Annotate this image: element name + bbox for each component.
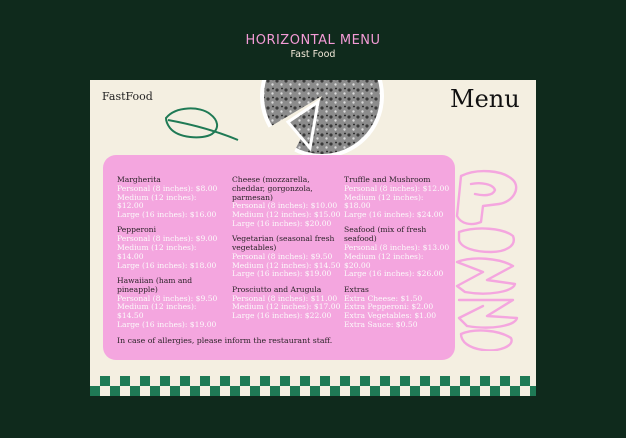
menu-item	[232, 235, 342, 279]
menu-item-price: Extra Sauce: $0.50	[344, 319, 418, 329]
menu-item-price: Extra Vegetables: $1.00	[344, 311, 437, 321]
menu-item-price: Medium (12 inches): $17.00	[232, 302, 341, 312]
menu-item-price: Extra Cheese: $1.50	[344, 293, 423, 303]
page-subtitle: Fast Food	[290, 49, 336, 60]
menu-item	[117, 226, 225, 270]
leaf-doodle-icon	[162, 104, 242, 144]
menu-item	[344, 286, 452, 330]
menu-item-price: Large (16 inches): $19.00	[117, 319, 217, 329]
menu-column-2	[232, 176, 342, 327]
menu-item-price: Medium (12 inches): $20.00	[344, 251, 424, 270]
page-title: HORIZONTAL MENU	[245, 33, 381, 48]
menu-item-price: Medium (12 inches): $14.50	[232, 260, 341, 270]
menu-item-price: Extra Pepperoni: $2.00	[344, 302, 434, 312]
menu-item-price: Personal (8 inches): $12.00	[344, 183, 450, 193]
menu-item-price: Personal (8 inches): $11.00	[232, 293, 338, 303]
menu-item-price: Large (16 inches): $16.00	[117, 210, 217, 220]
menu-item-price: Medium (12 inches): $15.00	[232, 210, 341, 220]
menu-item-price: Medium (12 inches): $18.00	[344, 192, 424, 211]
menu-item-price: Personal (8 inches): $9.00	[117, 234, 218, 244]
menu-item-name: Truffle and Mushroom	[344, 175, 431, 184]
menu-column-3	[344, 176, 452, 336]
menu-item-price: Medium (12 inches): $14.00	[117, 243, 197, 261]
brand-name: FastFood	[102, 90, 153, 103]
menu-column-1	[117, 176, 225, 336]
menu-item	[232, 286, 342, 321]
menu-item-name: Vegetarian (seasonal fresh vegetables)	[232, 234, 335, 253]
menu-item-name: Prosciutto and Arugula	[232, 284, 322, 294]
menu-item-name: Extras	[344, 284, 369, 294]
menu-item-price: Large (16 inches): $20.00	[232, 218, 332, 228]
menu-item	[344, 226, 452, 279]
menu-item-price: Personal (8 inches): $10.00	[232, 201, 338, 211]
menu-item-price: Large (16 inches): $19.00	[232, 269, 332, 279]
pizza-lettering-doodle	[447, 166, 527, 351]
menu-item-name: Margherita	[117, 175, 161, 184]
menu-item-price: Personal (8 inches): $8.00	[117, 183, 218, 193]
menu-item	[232, 176, 342, 229]
menu-item-price: Personal (8 inches): $13.00	[344, 243, 450, 253]
menu-item-price: Large (16 inches): $22.00	[232, 311, 332, 321]
menu-item-name: Seafood (mix of fresh seafood)	[344, 225, 427, 244]
menu-item-price: Large (16 inches): $24.00	[344, 210, 444, 220]
menu-item-name: Cheese (mozzarella, cheddar, gorgonzola, parmesan)	[232, 175, 313, 202]
allergy-note: In case of allergies, please inform the restaurant staff.	[117, 336, 333, 345]
menu-item-price: Large (16 inches): $18.00	[117, 260, 217, 270]
menu-item-name: Hawaiian (ham and pineapple)	[117, 275, 193, 294]
menu-item-price: Medium (12 inches): $14.50	[117, 302, 197, 321]
menu-item-price: Large (16 inches): $26.00	[344, 269, 444, 279]
checkered-border	[90, 376, 536, 396]
menu-item	[344, 176, 452, 220]
menu-card	[90, 80, 536, 396]
menu-title: Menu	[450, 85, 520, 113]
menu-item-price: Medium (12 inches): $12.00	[117, 192, 197, 211]
menu-item-price: Personal (8 inches): $9.50	[117, 293, 218, 303]
menu-item-name: Pepperoni	[117, 225, 156, 235]
menu-item	[117, 176, 225, 220]
menu-item	[117, 277, 225, 330]
menu-item-price: Personal (8 inches): $9.50	[232, 251, 333, 261]
